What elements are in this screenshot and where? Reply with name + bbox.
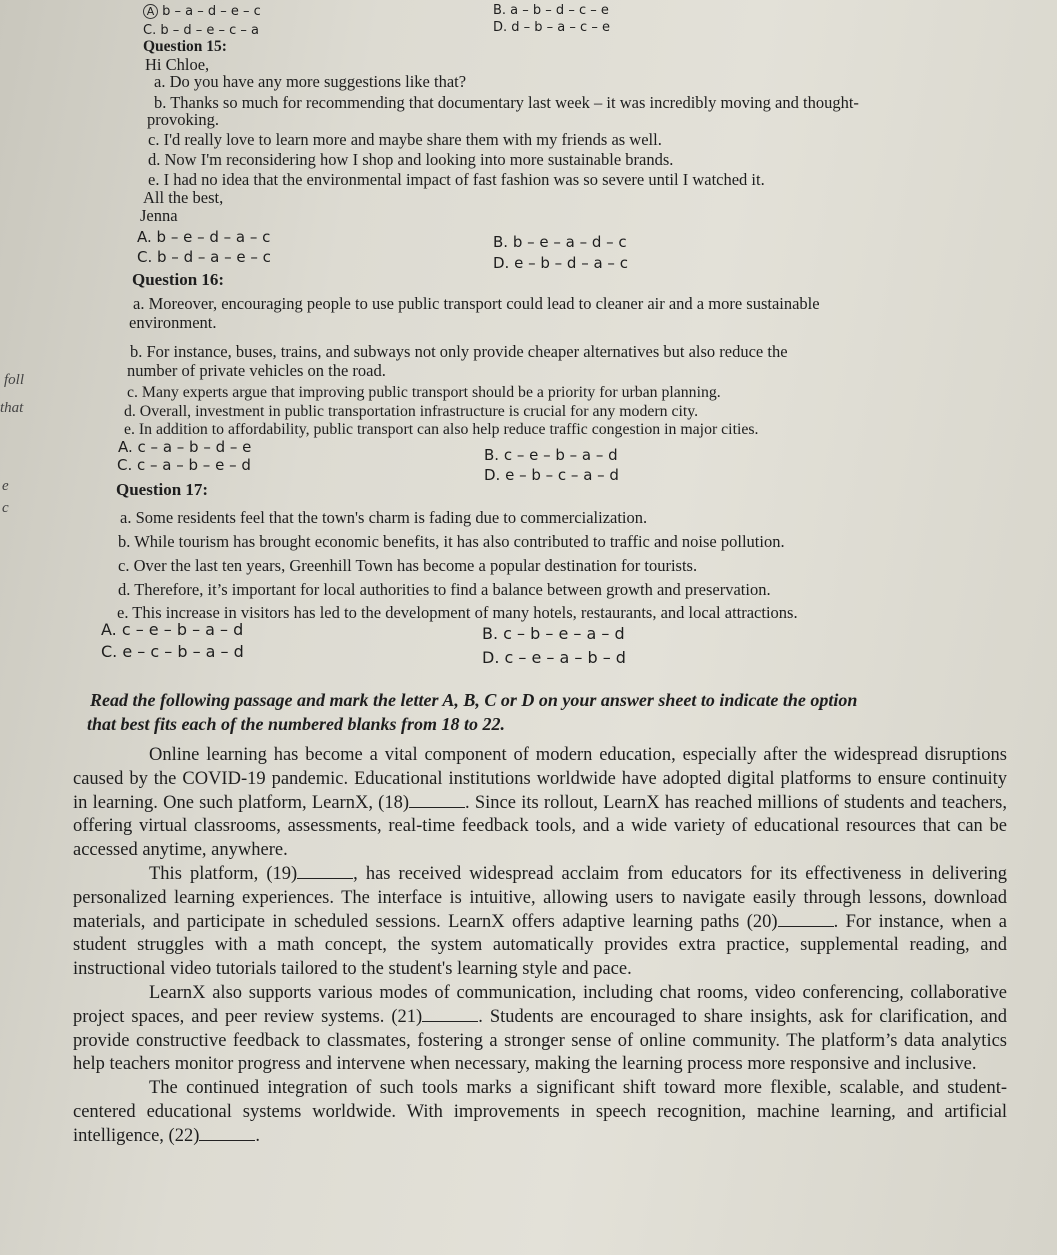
top-option-b: B. a – b – d – c – e: [493, 3, 609, 18]
margin-fragment-3: e: [2, 478, 9, 494]
q16-sentence-c: c. Many experts argue that improving public transport should be a priority for urban planning.: [127, 384, 721, 401]
q17-sentence-b: b. While tourism has brought economic benefits, it has also contributed to traffic and noise pollution.: [118, 532, 785, 551]
top-option-d: D. d – b – a – c – e: [493, 20, 610, 35]
q17-option-d: D. c – e – a – b – d: [482, 648, 626, 667]
passage-paragraph-2: This platform, (19) , has received widespread acclaim from educators for its effectiveness in delivering personalized learning experiences. The interface is intuitive, allowing users to navigate easily through lessons, download materials, and participate in scheduled sessions. LearnX offers adaptive learning paths (20) . For instance, when a student struggles with a math concept, the system automatically provides extra practice, supplemental reading, and instructional video tutorials tailored to the student's learning style and pace.: [73, 863, 1007, 980]
q16-sentence-e: e. In addition to affordability, public transport can also help reduce traffic congestion in major cities.: [124, 421, 759, 438]
q16-option-c: C. c – a – b – e – d: [117, 456, 251, 474]
q15-sentence-c: c. I'd really love to learn more and maybe share them with my friends as well.: [148, 130, 662, 149]
blank-20: [778, 912, 834, 927]
top-option-a: A b – a – d – e – c: [143, 4, 261, 19]
q16-sentence-d: d. Overall, investment in public transportation infrastructure is crucial for any modern city.: [124, 403, 699, 420]
q16-option-b: B. c – e – b – a – d: [484, 446, 618, 464]
q16-sentence-b: b. For instance, buses, trains, and subways not only provide cheaper alternatives but also reduce the: [130, 342, 788, 361]
blank-21: [422, 1007, 478, 1022]
q16-sentence-a-cont: environment.: [129, 313, 217, 332]
blank-19: [297, 864, 353, 879]
q17-title: Question 17:: [116, 480, 209, 499]
passage-paragraph-1: Online learning has become a vital component of modern education, especially after the widespread disruptions caused by the COVID-19 pandemic. Educational institutions worldwide have adopted digital platforms to ensure continuity in learning. One such platform, LearnX, (18) . Since its rollout, LearnX has reached millions of students and teachers, offering virtual classrooms, assessments, real-time feedback tools, and a wide variety of educational resources that can be accessed anytime, anywhere.: [73, 745, 1007, 861]
blank-22: [199, 1126, 255, 1141]
margin-fragment-2: that: [0, 400, 24, 416]
passage-paragraph-3: LearnX also supports various modes of communication, including chat rooms, video conferencing, collaborative project spaces, and peer review systems. (21) . Students are encouraged to share insights, ask for clarification, and provide constructive feedback to classmates, fostering a stronger sense of online community. The platform’s data analytics help teachers monitor progress and intervene when necessary, making the learning process more responsive and inclusive.: [73, 982, 1007, 1075]
q15-option-d: D. e – b – d – a – c: [493, 254, 628, 272]
q17-option-c: C. e – c – b – a – d: [101, 642, 244, 661]
selected-answer-circle: A: [143, 4, 158, 19]
q16-option-d: D. e – b – c – a – d: [484, 466, 619, 484]
reading-instruction-line-1: Read the following passage and mark the letter A, B, C or D on your answer sheet to indicate the option: [90, 690, 858, 710]
q16-sentence-a: a. Moreover, encouraging people to use public transport could lead to cleaner air and a more sustainable: [133, 294, 820, 313]
passage-paragraph-4: The continued integration of such tools marks a significant shift toward more flexible, scalable, and student-centered educational systems worldwide. With improvements in speech recognition, machine learning, and artificial intelligence, (22) .: [73, 1078, 1007, 1146]
q15-greeting: Hi Chloe,: [145, 55, 210, 74]
q17-sentence-c: c. Over the last ten years, Greenhill Town has become a popular destination for tourists.: [118, 556, 698, 575]
q15-name: Jenna: [140, 206, 178, 225]
q16-title: Question 16:: [132, 270, 225, 289]
q17-option-b: B. c – b – e – a – d: [482, 624, 625, 643]
q15-sentence-a: a. Do you have any more suggestions like that?: [154, 72, 467, 91]
margin-fragment-4: c: [2, 500, 9, 516]
q15-title: Question 15:: [143, 38, 227, 55]
q15-option-a: A. b – e – d – a – c: [137, 228, 271, 246]
q15-sentence-b: b. Thanks so much for recommending that documentary last week – it was incredibly moving and thought-: [154, 93, 859, 112]
q16-sentence-b-cont: number of private vehicles on the road.: [127, 361, 386, 380]
q15-option-c: C. b – d – a – e – c: [137, 248, 271, 266]
blank-18: [409, 793, 465, 808]
q16-option-a: A. c – a – b – d – e: [118, 438, 252, 456]
q17-sentence-d: d. Therefore, it’s important for local authorities to find a balance between growth and preservation.: [118, 580, 771, 599]
margin-fragment-1: foll: [4, 372, 25, 388]
q15-option-b: B. b – e – a – d – c: [493, 233, 627, 251]
top-option-c: C. b – d – e – c – a: [143, 23, 260, 38]
q17-option-a: A. c – e – b – a – d: [101, 620, 244, 639]
q15-sentence-b-cont: provoking.: [147, 110, 219, 129]
q15-sentence-e: e. I had no idea that the environmental impact of fast fashion was so severe until I watched it.: [148, 170, 765, 189]
q15-closing: All the best,: [143, 188, 224, 207]
q17-sentence-a: a. Some residents feel that the town's charm is fading due to commercialization.: [120, 508, 648, 527]
passage: [73, 744, 1007, 1149]
reading-instruction-line-2: that best fits each of the numbered blanks from 18 to 22.: [87, 714, 506, 734]
q17-sentence-e: e. This increase in visitors has led to the development of many hotels, restaurants, and local attractions.: [117, 603, 798, 622]
q15-sentence-d: d. Now I'm reconsidering how I shop and looking into more sustainable brands.: [148, 150, 674, 169]
